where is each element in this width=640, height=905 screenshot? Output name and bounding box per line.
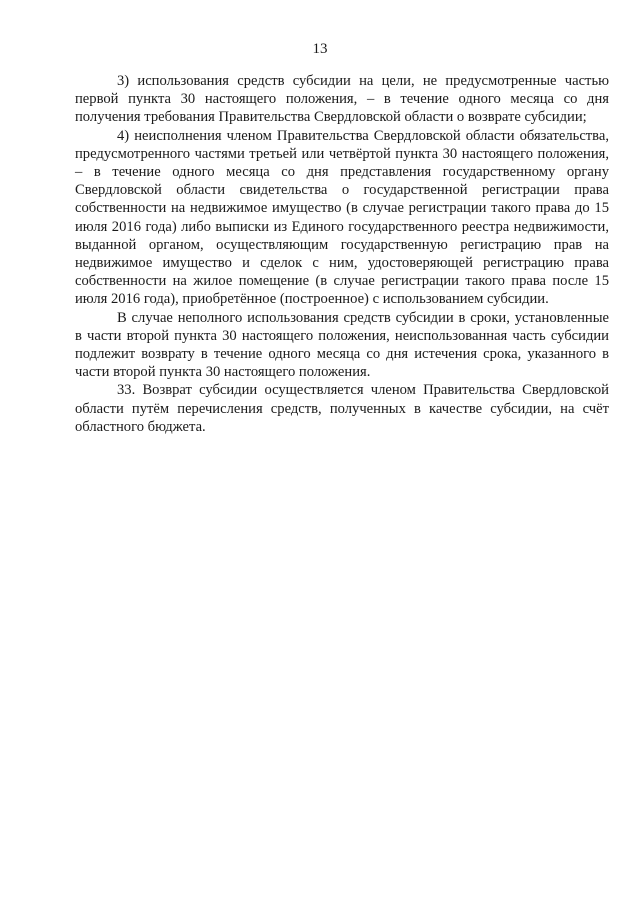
page-number: 13: [312, 41, 328, 57]
paragraph-point-33: 33. Возврат субсидии осуществляется членом Правительства Свердловской области путём перечисления средств, полученных в качестве субсидии, на счёт областного бюджета.: [75, 382, 609, 435]
document-body: [75, 72, 609, 436]
paragraph-partial-use: В случае неполного использования средств субсидии в сроки, установленные в части второй пункта 30 настоящего положения, неиспользованная часть субсидии подлежит возврату в течение одного месяца со дня истечения срока, указанного в части второй пункта 30 настоящего положения.: [75, 309, 609, 381]
paragraph-item-4: 4) неисполнения членом Правительства Свердловской области обязательства, предусмотренного частями третьей или четвёртой пункта 30 настоящего положения, – в течение одного месяца со дня представления государственному органу Свердловской области свидетельства о государственной регистрации права собственности на недвижимое имущество (в случае регистрации такого права до 15 июля 2016 года) либо выписки из Единого государственного реестра недвижимости, выданной органом, осуществляющим государственную регистрацию прав на недвижимое имущество и сделок с ним, удостоверяющей регистрацию права собственности на жилое помещение (в случае регистрации такого права после 15 июля 2016 года), приобретённое (построенное) с использованием субсидии.: [75, 127, 609, 308]
paragraph-item-3: 3) использования средств субсидии на цели, не предусмотренные частью первой пункта 30 настоящего положения, – в течение одного месяца со дня получения требования Правительства Свердловской области о возврате субсидии;: [75, 73, 609, 126]
